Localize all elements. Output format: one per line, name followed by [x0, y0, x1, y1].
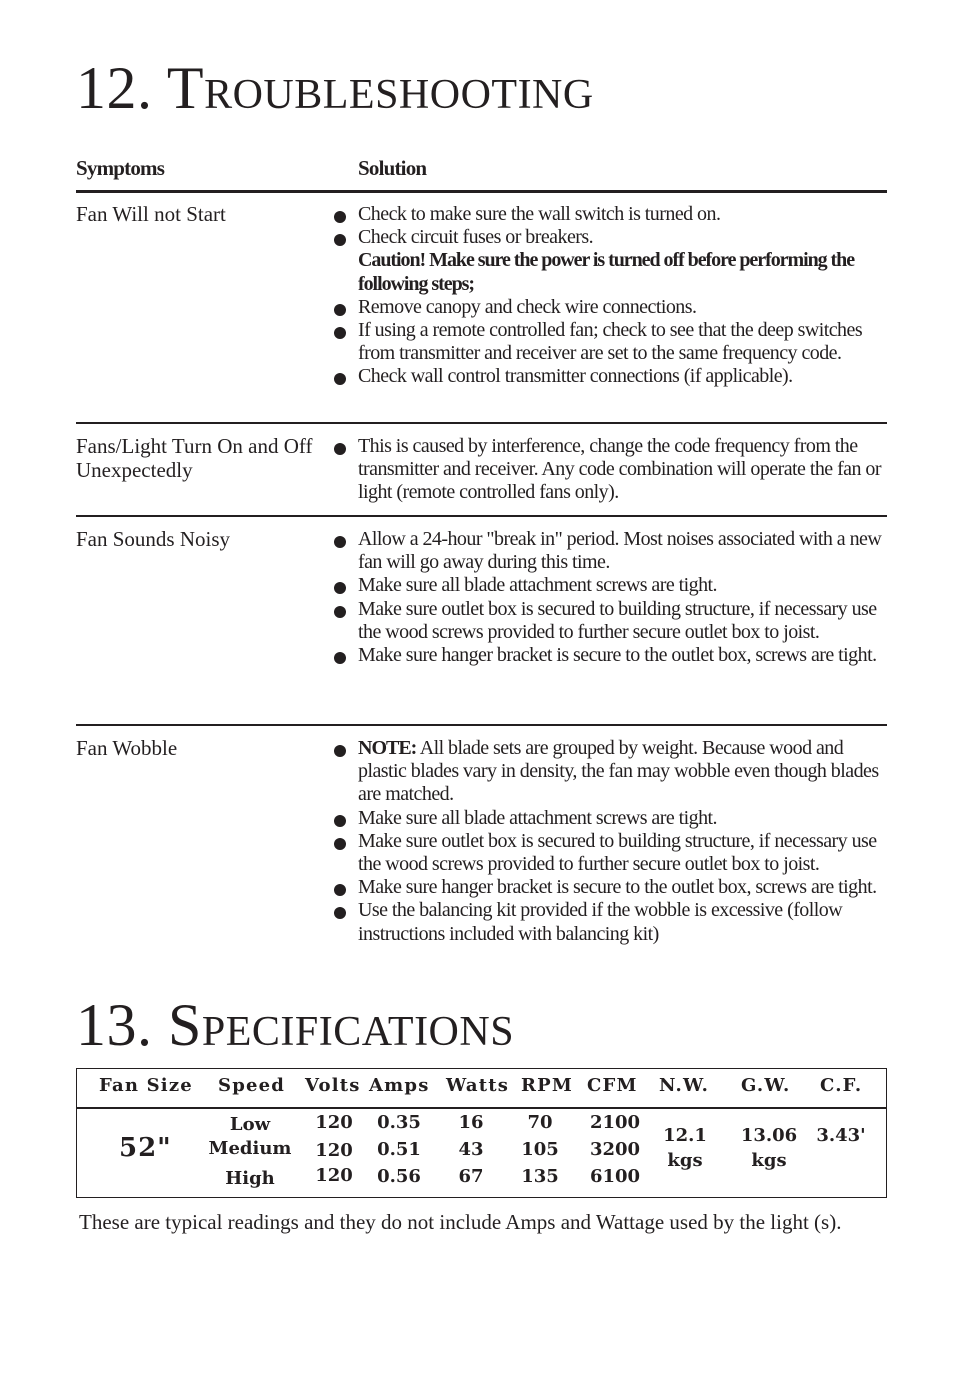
- rpm-cell: 105: [521, 1139, 559, 1160]
- header-volts: Volts: [305, 1075, 361, 1096]
- cfm-cell: 3200: [589, 1139, 641, 1160]
- bullet-icon: [334, 838, 346, 850]
- specifications-title: 13. Specifications: [76, 992, 515, 1058]
- bullet-icon: [334, 443, 346, 455]
- solution-item: NOTE: All blade sets are grouped by weight. Because wood and plastic blades vary in density, the fan may wobble even though blades are matched.: [332, 737, 887, 807]
- solution-list: [332, 737, 887, 946]
- specifications-footnote: These are typical readings and they do not include Amps and Wattage used by the light (s).: [79, 1210, 842, 1234]
- header-speed: Speed: [218, 1075, 286, 1096]
- rpm-cell: 70: [527, 1112, 553, 1133]
- header-divider: [76, 190, 887, 193]
- speed-cell: Low: [229, 1114, 271, 1135]
- cfm-cell: 6100: [589, 1166, 641, 1187]
- header-rpm: RPM: [521, 1075, 574, 1096]
- header-cfm: CFM: [587, 1075, 638, 1096]
- bullet-icon: [334, 815, 346, 827]
- bullet-icon: [334, 211, 346, 223]
- rpm-cell: 135: [521, 1166, 559, 1187]
- symptom-label: Fan Wobble: [76, 736, 178, 760]
- solution-item: Check wall control transmitter connections (if applicable).: [332, 365, 887, 388]
- watts-cell: 16: [458, 1112, 484, 1133]
- solution-item: Use the balancing kit provided if the wobble is excessive (follow instructions included with balancing kit): [332, 899, 887, 945]
- solution-item: Make sure outlet box is secured to building structure, if necessary use the wood screws provided to further secure outlet box to joist.: [332, 598, 887, 644]
- row-divider: [76, 724, 887, 726]
- watts-cell: 67: [458, 1166, 484, 1187]
- header-nw: N.W.: [659, 1075, 710, 1096]
- volts-cell: 120: [315, 1140, 353, 1161]
- bullet-icon: [334, 373, 346, 385]
- solution-item: Make sure all blade attachment screws are tight.: [332, 574, 887, 597]
- fan-size-value: 52": [119, 1133, 172, 1163]
- bullet-icon: [334, 907, 346, 919]
- symptoms-header: Symptoms: [76, 156, 165, 180]
- bullet-icon: [334, 327, 346, 339]
- gross-weight-unit: kgs: [751, 1150, 787, 1171]
- amps-cell: 0.51: [377, 1139, 421, 1160]
- solution-item: If using a remote controlled fan; check to see that the deep switches from transmitter and receiver are set to the same frequency code.: [332, 319, 887, 365]
- solution-item: Make sure hanger bracket is secure to the outlet box, screws are tight.: [332, 876, 887, 899]
- solution-list: [332, 435, 887, 505]
- volts-cell: 120: [315, 1112, 353, 1133]
- row-divider: [76, 515, 887, 517]
- volts-cell: 120: [315, 1165, 353, 1186]
- bullet-icon: [334, 582, 346, 594]
- speed-cell: High: [225, 1168, 275, 1189]
- solution-header: Solution: [358, 156, 427, 180]
- header-amps: Amps: [369, 1075, 430, 1096]
- bullet-icon: [334, 884, 346, 896]
- solution-item: Make sure all blade attachment screws are tight.: [332, 807, 887, 830]
- net-weight-value: 12.1: [663, 1125, 707, 1146]
- net-weight-unit: kgs: [667, 1150, 703, 1171]
- table-header-row: [77, 1069, 886, 1109]
- troubleshooting-title: 12. Troubleshooting: [76, 55, 594, 121]
- solution-list: [332, 203, 887, 389]
- header-gw: G.W.: [741, 1075, 791, 1096]
- header-cf: C.F.: [820, 1075, 863, 1096]
- solution-list: [332, 528, 887, 667]
- solution-item: Allow a 24-hour "break in" period. Most noises associated with a new fan will go away during this time.: [332, 528, 887, 574]
- cfm-cell: 2100: [589, 1112, 641, 1133]
- bullet-icon: [334, 234, 346, 246]
- solution-item: Make sure hanger bracket is secure to the outlet box, screws are tight.: [332, 644, 887, 667]
- solution-item: This is caused by interference, change the code frequency from the transmitter and receiver. Any code combination will operate the fan or light (remote controlled fans only).: [332, 435, 887, 505]
- bullet-icon: [334, 606, 346, 618]
- bullet-icon: [334, 745, 346, 757]
- specifications-table: [76, 1068, 887, 1198]
- symptom-label: Fan Sounds Noisy: [76, 527, 231, 551]
- speed-cell: Medium: [208, 1138, 292, 1159]
- cubic-feet-value: 3.43': [816, 1125, 866, 1146]
- header-fan-size: Fan Size: [99, 1075, 193, 1096]
- bullet-icon: [334, 304, 346, 316]
- row-divider: [76, 422, 887, 424]
- symptom-label: Fan Will not Start: [76, 202, 226, 226]
- bullet-icon: [334, 652, 346, 664]
- caution-note: Caution! Make sure the power is turned off before performing the following steps;: [358, 249, 855, 295]
- solution-item: Remove canopy and check wire connections.: [332, 296, 887, 319]
- note-label: NOTE:: [358, 737, 417, 759]
- header-watts: Watts: [446, 1075, 510, 1096]
- amps-cell: 0.56: [377, 1166, 421, 1187]
- solution-item: Check circuit fuses or breakers.: [332, 226, 887, 249]
- solution-item: Make sure outlet box is secured to building structure, if necessary use the wood screws provided to further secure outlet box to joist.: [332, 830, 887, 876]
- symptom-label: Fans/Light Turn On and Off Unexpectedly: [76, 434, 313, 482]
- watts-cell: 43: [458, 1139, 484, 1160]
- solution-item: Check to make sure the wall switch is turned on.: [332, 203, 887, 226]
- gross-weight-value: 13.06: [740, 1125, 798, 1146]
- bullet-icon: [334, 536, 346, 548]
- amps-cell: 0.35: [377, 1112, 421, 1133]
